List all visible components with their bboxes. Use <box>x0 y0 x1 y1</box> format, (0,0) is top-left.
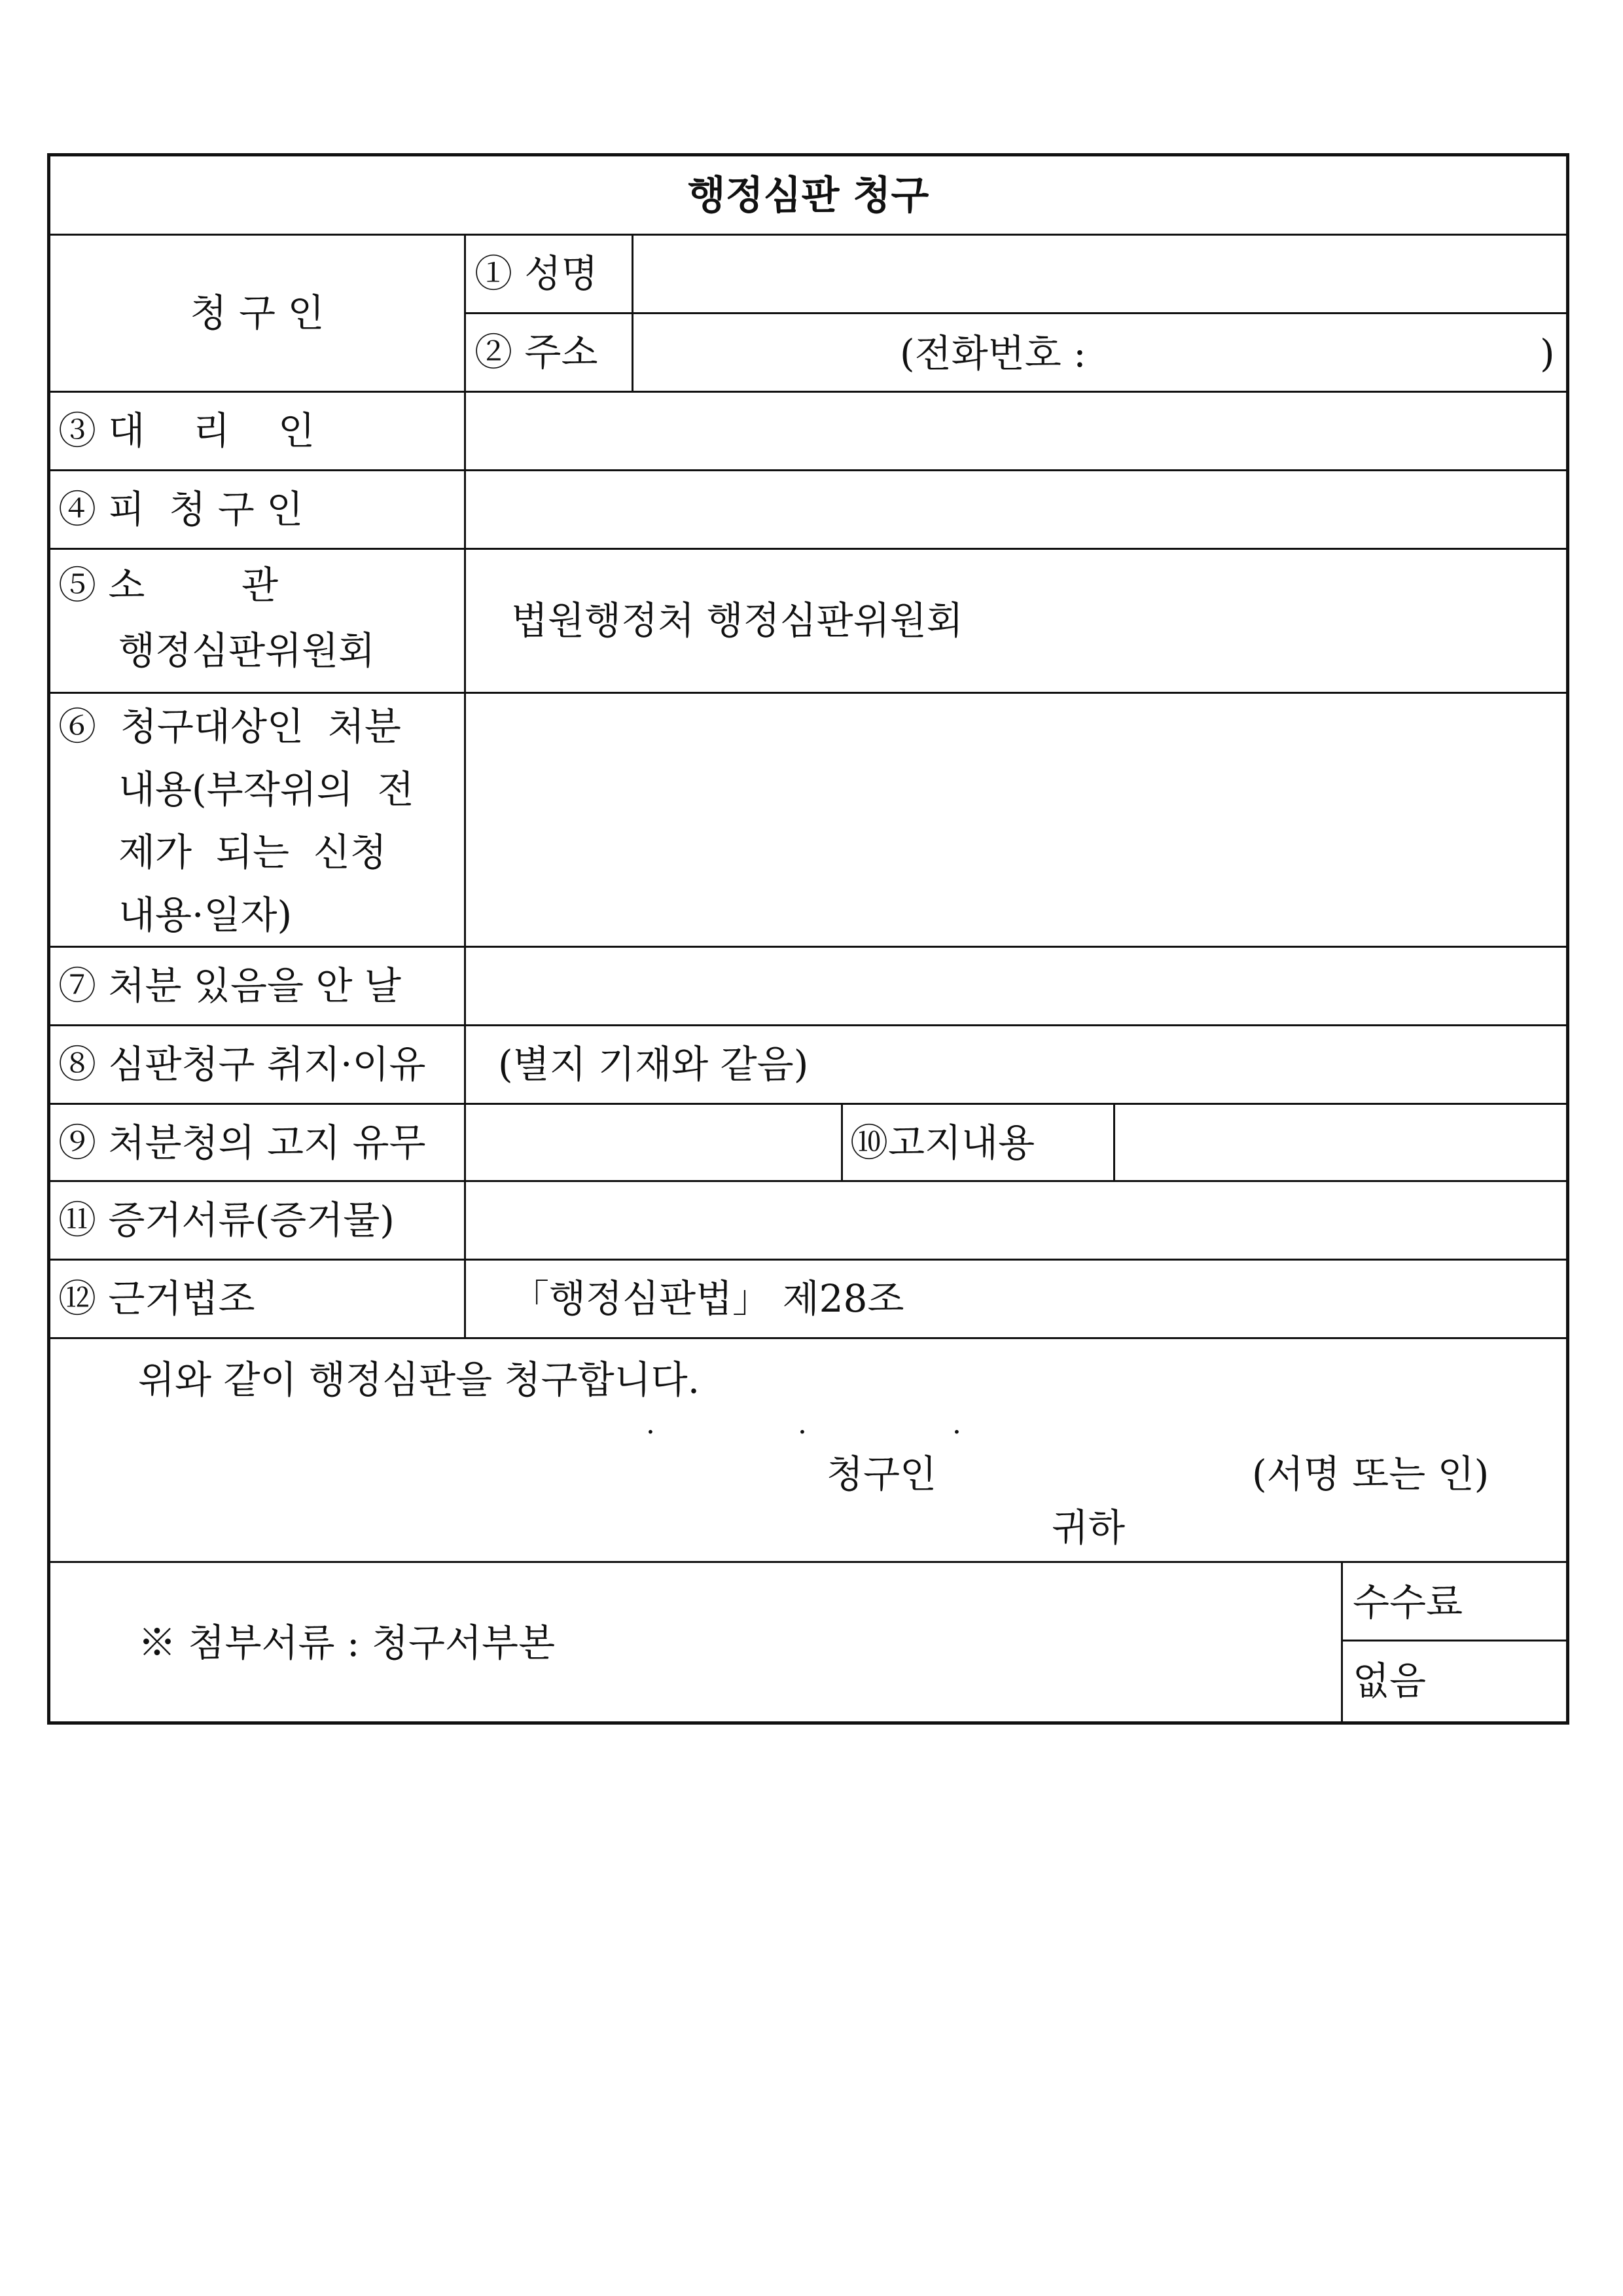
disposition-field[interactable] <box>467 694 1566 945</box>
declaration-text: 위와 같이 행정심판을 청구합니다. <box>138 1357 700 1402</box>
known-date-field[interactable] <box>467 948 1566 1024</box>
respondent-field[interactable] <box>467 471 1566 547</box>
notice-content-label: ⑩고지내용 <box>850 1121 1035 1165</box>
phone-close-paren: ) <box>1540 331 1555 376</box>
agent-field[interactable] <box>467 393 1566 469</box>
phone-label: (전화번호 : <box>900 331 1086 376</box>
attachment-note: ※ 첨부서류 : 청구서부본 <box>138 1621 556 1665</box>
address-field[interactable] <box>634 314 1566 390</box>
disposition-label-line3: 제가 되는 신청 <box>118 830 387 874</box>
notice-content-field[interactable] <box>1116 1105 1566 1179</box>
petition-form <box>47 153 1569 1725</box>
signer-label: 청구인 <box>827 1452 937 1496</box>
committee-label-line2: 행정심판위원회 <box>118 628 376 673</box>
committee-label-line1: ⑤ 소 관 <box>58 563 278 607</box>
notice-field[interactable] <box>467 1105 840 1179</box>
name-field[interactable] <box>634 236 1566 312</box>
respondent-label: ④ 피 청 구 인 <box>58 487 304 531</box>
agent-label: ③ 대 리 인 <box>58 408 315 453</box>
fee-label: 수수료 <box>1353 1580 1463 1624</box>
legal-basis-value: 「행정심판법」 제28조 <box>511 1276 904 1321</box>
claimant-label: 청 구 인 <box>190 291 325 335</box>
disposition-label-line1: ⑥ 청구대상인 처분 <box>58 704 401 749</box>
date-dot: · <box>798 1416 807 1449</box>
signature-note: (서명 또는 인) <box>1252 1452 1489 1496</box>
date-dot: · <box>646 1416 655 1449</box>
name-label: ① 성명 <box>474 251 598 296</box>
address-label: ② 주소 <box>474 330 598 374</box>
committee-value: 법원행정처 행정심판위원회 <box>511 598 963 643</box>
fee-value: 없음 <box>1353 1659 1427 1703</box>
evidence-label: ⑪ 증거서류(증거물) <box>58 1198 395 1242</box>
legal-basis-label: ⑫ 근거법조 <box>58 1276 255 1321</box>
disposition-label-line4: 내용·일자) <box>118 893 293 937</box>
known-date-label: ⑦ 처분 있음을 안 날 <box>58 963 401 1008</box>
purpose-value: (별지 기재와 같음) <box>498 1042 809 1086</box>
disposition-label-line2: 내용(부작위의 전 <box>118 767 414 812</box>
addressee: 귀하 <box>1052 1505 1126 1550</box>
notice-label: ⑨ 처분청의 고지 유무 <box>58 1121 426 1165</box>
form-title: 행정심판 청구 <box>687 173 929 219</box>
evidence-field[interactable] <box>467 1182 1566 1258</box>
purpose-label: ⑧ 심판청구 취지·이유 <box>58 1042 426 1086</box>
date-dot: · <box>952 1416 961 1449</box>
